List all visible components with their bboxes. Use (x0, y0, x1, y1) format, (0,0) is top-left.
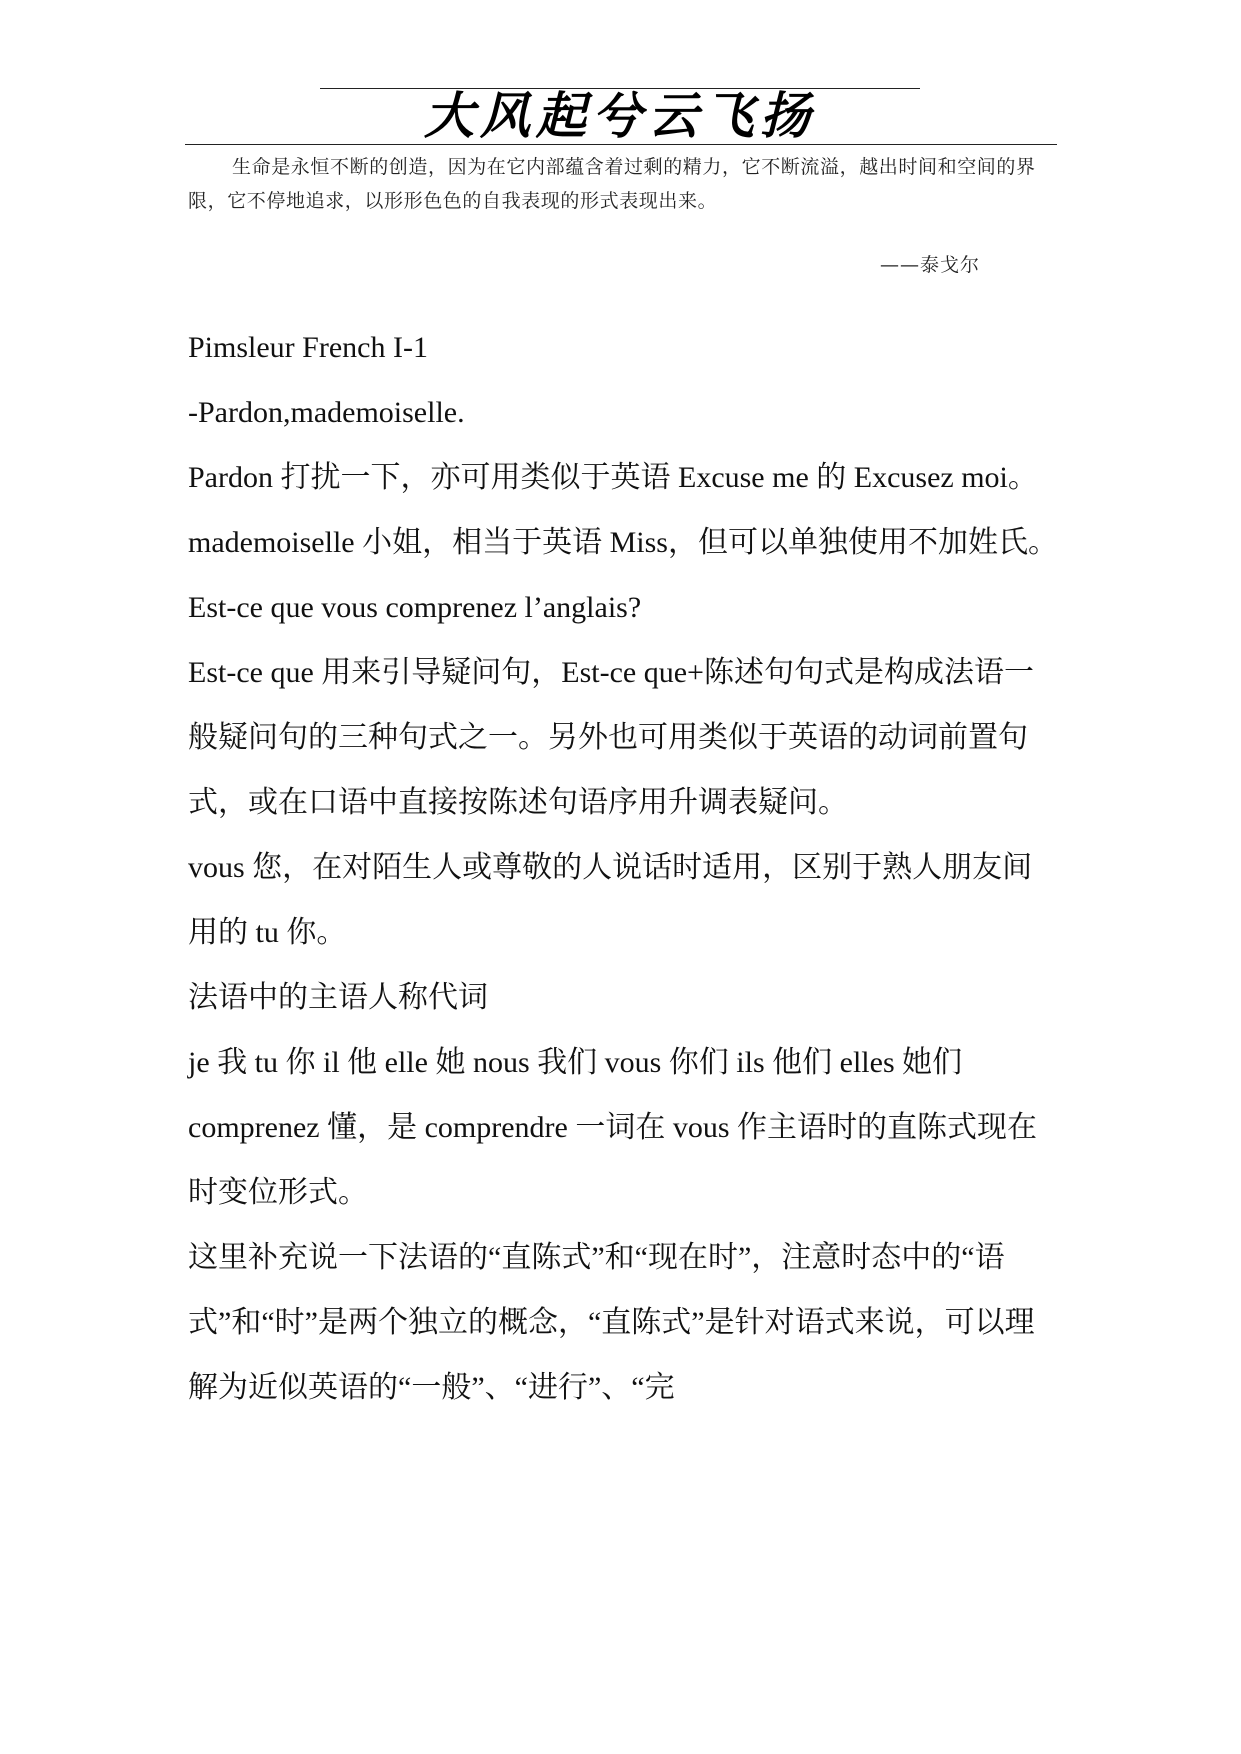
paragraph: 这里补充说一下法语的“直陈式”和“现在时”，注意时态中的“语式”和“时”是两个独立的概念，“直陈式”是针对语式来说，可以理解为近似英语的“一般”、“进行”、“完 (188, 1241, 1035, 1404)
paragraph: comprenez 懂，是 comprendre 一词在 vous 作主语时的直陈式现在时变位形式。 (188, 1111, 1038, 1209)
header-rule-bottom (185, 144, 1057, 145)
paragraph: vous 您，在对陌生人或尊敬的人说话时适用，区别于熟人朋友间用的 tu 你。 (188, 851, 1033, 949)
paragraph: Pardon 打扰一下，亦可用类似于英语 Excuse me 的 Excusez moi。 (188, 461, 1038, 494)
paragraph: mademoiselle 小姐，相当于英语 Miss，但可以单独使用不加姓氏。 (188, 526, 1058, 559)
paragraph: Est-ce que 用来引导疑问句，Est-ce que+陈述句句式是构成法语一般疑问句的三种句式之一。另外也可用类似于英语的动词前置句式，或在口语中直接按陈述句语序用升调表疑问。 (188, 656, 1034, 819)
document-body (188, 315, 1058, 1420)
header-title: 大风起兮云飞扬 (424, 86, 816, 145)
quote-author: ——泰戈尔 (880, 254, 981, 276)
paragraph: 法语中的主语人称代词 (188, 981, 488, 1014)
header-quote: 生命是永恒不断的创造，因为在它内部蕴含着过剩的精力，它不断流溢，越出时间和空间的界限，它不停地追求，以形形色色的自我表现的形式表现出来。 (188, 156, 1036, 212)
paragraph: je 我 tu 你 il 他 elle 她 nous 我们 vous 你们 ils 他们 elles 她们 (188, 1046, 963, 1079)
paragraph: -Pardon,mademoiselle. (188, 396, 465, 429)
paragraph: Pimsleur French I-1 (188, 331, 428, 364)
paragraph: Est-ce que vous comprenez l’anglais? (188, 591, 642, 624)
